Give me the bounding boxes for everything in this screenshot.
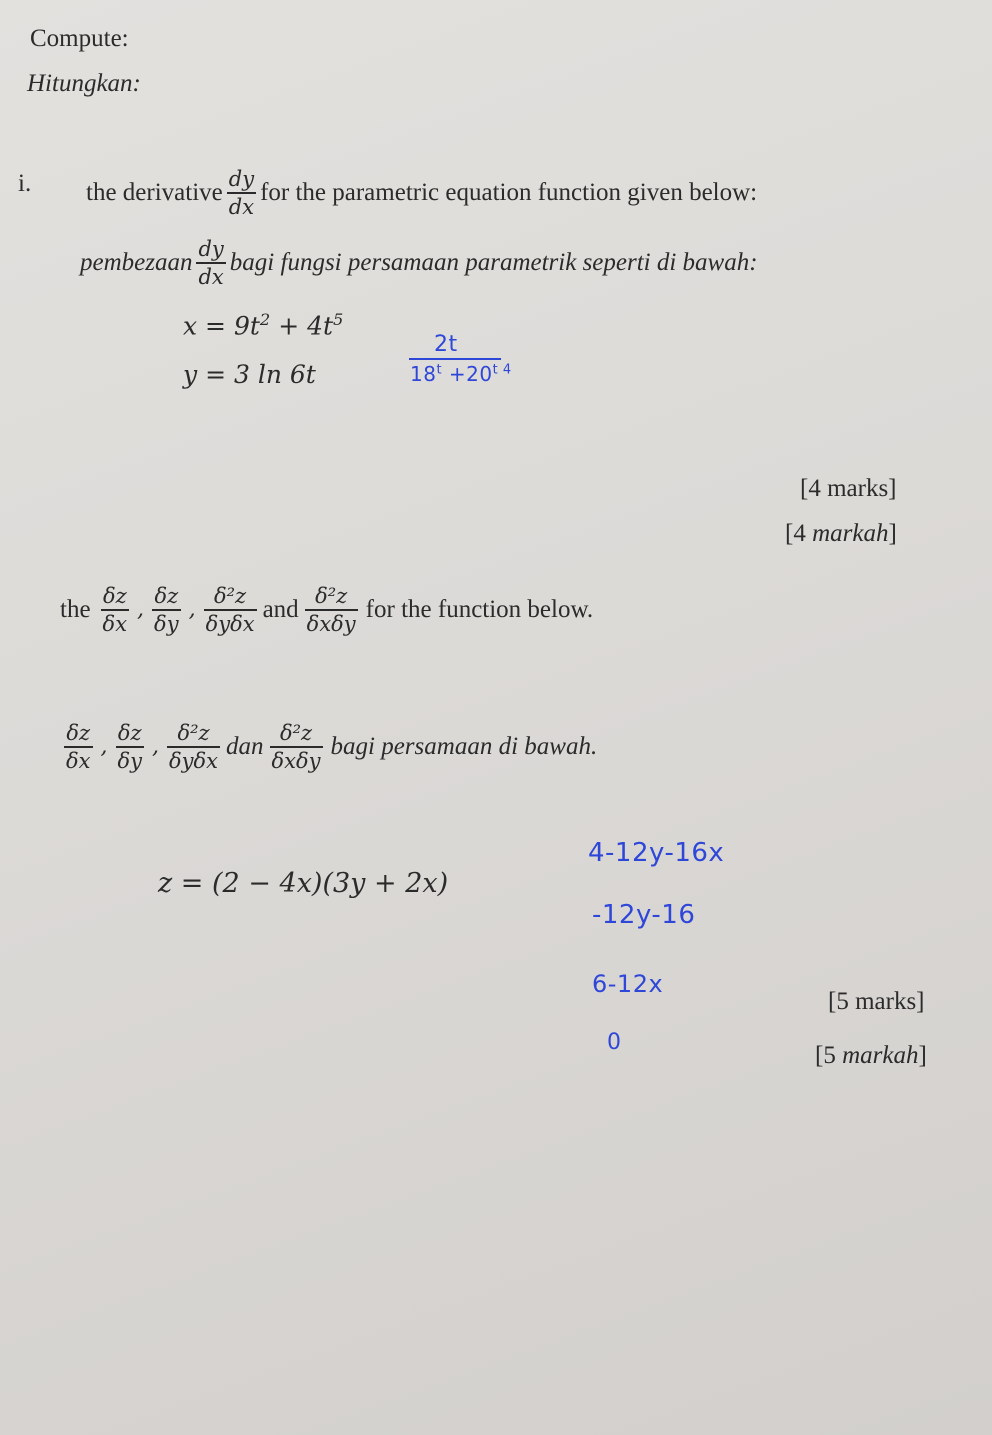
frac-num: δz xyxy=(154,584,179,608)
q1-ms-line xyxy=(80,238,758,288)
q2-marks-ms: [5 markah] xyxy=(815,1042,927,1069)
q1-en-line xyxy=(86,168,757,218)
frac-den: dx xyxy=(228,194,255,219)
hand-den-a: 18 xyxy=(410,362,437,386)
frac-bar xyxy=(270,746,323,748)
frac-num: dy xyxy=(228,167,255,191)
frac-bar xyxy=(116,746,145,748)
comma: , xyxy=(137,597,145,623)
hand-den xyxy=(410,362,512,386)
dz-dx-fraction xyxy=(101,585,130,635)
q1-marks-ms: [4 markah] xyxy=(785,520,897,547)
q2-en-line xyxy=(60,585,593,635)
handwritten-answer-4: 6-12x xyxy=(592,970,664,998)
hand-den-sup1: t xyxy=(436,362,443,378)
q2-for-text: for the function below. xyxy=(365,595,594,623)
frac-num: dy xyxy=(198,237,224,261)
q2-dan: dan xyxy=(226,732,264,760)
frac-den: δx xyxy=(102,611,128,636)
hand-den-c: 4 xyxy=(498,362,512,378)
hand-num: 2t xyxy=(434,332,458,357)
dz-dy-fraction xyxy=(152,585,181,635)
handwritten-answer-1 xyxy=(410,332,512,386)
q2-and: and xyxy=(262,595,299,623)
eq-x-pre: x = 9t xyxy=(183,311,260,341)
comma: , xyxy=(152,734,160,760)
hand-frac-bar xyxy=(409,358,501,360)
frac-bar xyxy=(101,609,130,611)
heading-en: Compute: xyxy=(30,25,129,52)
handwritten-answer-5: 0 xyxy=(607,1030,622,1055)
frac-den: δy xyxy=(117,748,143,773)
frac-bar xyxy=(204,609,257,611)
q1-en-post: for the parametric equation function given below: xyxy=(260,178,758,206)
equation-z: z = (2 − 4x)(3y + 2x) xyxy=(158,868,449,899)
frac-num: δ²z xyxy=(177,721,210,745)
q2-ms-line xyxy=(60,722,597,772)
d2z-dxdy-fraction xyxy=(305,585,358,635)
frac-bar xyxy=(152,609,181,611)
dz-dx-fraction-ms xyxy=(64,722,93,772)
frac-den: dx xyxy=(198,264,224,289)
question-number: i. xyxy=(18,170,32,197)
eq-x-exp1: 2 xyxy=(259,310,271,329)
q1-marks-en: [4 marks] xyxy=(800,475,897,502)
frac-num: δz xyxy=(66,721,91,745)
frac-bar xyxy=(64,746,93,748)
frac-den: δxδy xyxy=(306,611,356,636)
frac-bar xyxy=(167,746,220,748)
equation-y: y = 3 ln 6t xyxy=(183,360,316,389)
frac-den: δy xyxy=(154,611,179,636)
equation-x xyxy=(183,310,343,340)
handwritten-answer-3: -12y-16 xyxy=(592,900,696,930)
q1-ms-pre: pembezaan xyxy=(80,248,193,276)
frac-bar xyxy=(227,192,256,194)
frac-den: δxδy xyxy=(271,748,321,773)
comma: , xyxy=(100,734,108,760)
d2z-dxdy-fraction-ms xyxy=(270,722,323,772)
dy-dx-fraction xyxy=(227,168,256,218)
q2-bagi-text: bagi persamaan di bawah. xyxy=(330,732,598,760)
frac-num: δ²z xyxy=(279,721,313,745)
frac-bar xyxy=(196,262,225,264)
frac-num: δ²z xyxy=(213,584,247,608)
dy-dx-fraction-ms xyxy=(196,238,225,288)
q2-marks-en: [5 marks] xyxy=(828,988,925,1015)
q2-the: the xyxy=(60,595,91,623)
frac-den: δx xyxy=(66,748,91,773)
hand-den-b: +20 xyxy=(442,362,493,386)
q1-en-pre: the derivative xyxy=(86,178,223,206)
comma: , xyxy=(188,597,196,623)
dz-dy-fraction-ms xyxy=(116,722,145,772)
q1-ms-post: bagi fungsi persamaan parametrik seperti di bawah: xyxy=(229,248,758,276)
handwritten-answer-2: 4-12y-16x xyxy=(588,838,725,868)
eq-x-mid: + 4t xyxy=(270,311,334,341)
d2z-dydx-fraction xyxy=(204,585,257,635)
frac-bar xyxy=(305,609,358,611)
d2z-dydx-fraction-ms xyxy=(167,722,220,772)
frac-num: δ²z xyxy=(315,584,348,608)
frac-num: δz xyxy=(102,584,127,608)
heading-ms: Hitungkan: xyxy=(27,70,141,97)
frac-den: δyδx xyxy=(169,748,219,773)
frac-den: δyδx xyxy=(205,611,255,636)
hand-den-sup2: t xyxy=(492,362,499,378)
eq-x-exp2: 5 xyxy=(333,310,344,329)
frac-num: δz xyxy=(117,721,142,745)
